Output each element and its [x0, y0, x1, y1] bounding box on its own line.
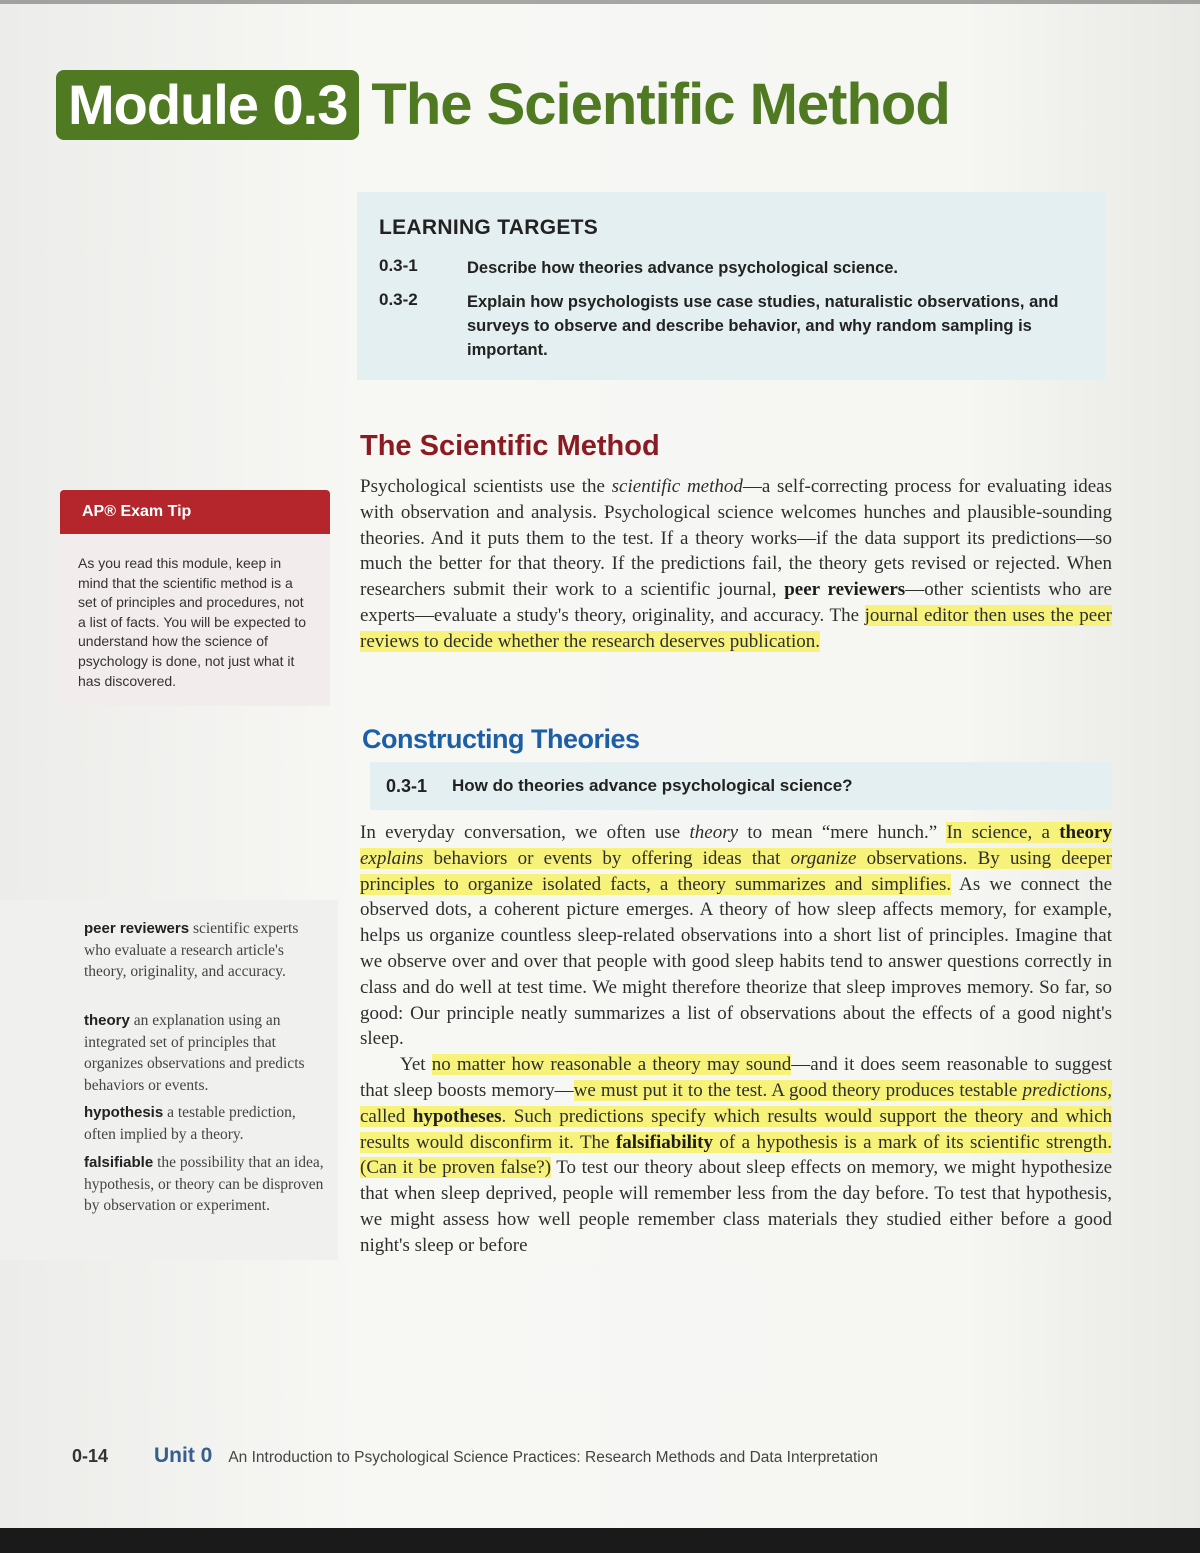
exam-tip-body: As you read this module, keep in mind that the scientific method is a set of principles and procedures, not a list of facts. You will be expected to understand how the science of psychology is done, not just what it has discovered. [78, 555, 307, 689]
focus-question-bar [370, 762, 1112, 810]
emphasis-term: predictions, [1022, 1079, 1112, 1101]
learning-target-item [379, 290, 1087, 362]
ap-exam-tip [60, 490, 330, 706]
text-run: As we connect the observed dots, a coherent picture emerges. A theory of how sleep affects memory, for example, helps us organize countless sleep-related observations into a short list of principles. Imagine that we observe over and over that people with good sleep habits tend to answer questions correctly in class and do well at test time. We might therefore theorize that sleep improves memory. So far, so good: Our principle neatly summarizes a list of observations about the effects of a good night's sleep. [360, 873, 1113, 1050]
text-run: behaviors or events by offering ideas that [423, 847, 791, 869]
exam-tip-heading: AP® Exam Tip [60, 490, 330, 534]
key-term-hypotheses: hypotheses [412, 1105, 502, 1127]
highlighted-text: journal editor then uses the peer reviews to decide whether the research deserves publication. [360, 604, 1112, 652]
glossary-entry [84, 1010, 324, 1096]
text-run: . Such predictions specify which results would support the theory and which results would disconfirm it. The [360, 1105, 1112, 1153]
glossary-term: falsifiable [84, 1154, 154, 1171]
page-number: 0-14 [72, 1446, 109, 1466]
text-run: observations. By using deeper principles to organize isolated facts, a theory summarizes and simplifies. [360, 847, 1112, 895]
module-title: The Scientific Method [371, 72, 950, 137]
learning-targets-heading: LEARNING TARGETS [379, 216, 599, 239]
glossary-definition: the possibility that an idea, hypothesis, or theory can be disproven by observation or experiment. [84, 1154, 324, 1214]
scan-bottom-edge [0, 1528, 1200, 1553]
module-header [56, 70, 950, 140]
glossary-entry [84, 1152, 324, 1217]
top-edge [0, 0, 1200, 4]
text-run: —and it does seem reasonable to suggest that sleep boosts memory— [360, 1054, 1113, 1101]
text-run: Yet [400, 1054, 432, 1076]
learning-target-number: 0.3-1 [379, 256, 418, 275]
focus-question-number: 0.3-1 [386, 776, 428, 796]
text-run: In science, a [946, 822, 1060, 843]
learning-target-item [379, 256, 1087, 280]
key-term-peer-reviewers: peer reviewers [784, 579, 906, 601]
emphasis-term: theory [689, 822, 739, 843]
glossary-entry [84, 918, 324, 983]
text-run: —other scientists who are experts—evaluate a study's theory, originality, and accuracy. The [360, 579, 1112, 626]
text-run: In everyday conversation, we often use [360, 822, 690, 843]
paragraph-scientific-method [360, 474, 1112, 655]
learning-target-text: Explain how psychologists use case studies, naturalistic observations, and surveys to observe and describe behavior, and why random sampling is important. [467, 293, 1059, 359]
focus-question-text: How do theories advance psychological science? [452, 776, 853, 795]
highlighted-text: no matter how reasonable a theory may sound [431, 1054, 792, 1076]
module-badge: Module 0.3 [56, 70, 359, 140]
learning-target-text: Describe how theories advance psychological science. [467, 259, 899, 277]
text-run: we must put it to the test. A good theory produces testable [573, 1079, 1023, 1101]
paragraph-constructing-theories [360, 820, 1112, 1259]
key-term-theory: theory [1059, 822, 1112, 843]
glossary-definition: a testable prediction, often implied by a theory. [84, 1104, 296, 1143]
glossary-term: hypothesis [84, 1104, 164, 1121]
unit-label: Unit 0 [154, 1444, 213, 1467]
unit-title: An Introduction to Psychological Science Practices: Research Methods and Data Interpretation [228, 1449, 878, 1466]
text-run: —a self-correcting process for evaluating ideas with observation and analysis. Psychological science welcomes hunches and plausible-sounding theories. And it puts them to the test. If a theory works—if the data support its predictions—so much the better for that theory. If the predictions fail, the theory gets revised or rejected. When researchers submit their work to a scientific journal, [360, 476, 1112, 601]
text-run: To test our theory about sleep effects on memory, we might hypothesize that when sleep deprived, people will remember less from the day before. To test that hypothesis, we might assess how well people remember class materials they studied either before a good night's sleep or before [360, 1157, 1113, 1256]
learning-targets-box [357, 192, 1105, 380]
text-run: called [360, 1105, 413, 1127]
section-heading-constructing-theories: Constructing Theories [362, 724, 640, 754]
key-term-falsifiability: falsifiability [615, 1131, 714, 1153]
text-run: Psychological scientists use the [360, 476, 612, 497]
learning-target-number: 0.3-2 [379, 290, 418, 309]
emphasis-term: scientific method [611, 476, 743, 497]
text-run: of a hypothesis is a mark of its scientific strength. (Can it be proven false?) [360, 1131, 1112, 1179]
emphasis-term: explains [360, 847, 424, 869]
glossary-entry [84, 1102, 324, 1145]
glossary-definition: an explanation using an integrated set of principles that organizes observations and predicts behaviors or events. [84, 1012, 305, 1094]
margin-glossary [0, 900, 338, 1260]
page-footer [72, 1444, 878, 1468]
section-heading-scientific-method: The Scientific Method [360, 430, 660, 462]
emphasis-term: organize [790, 847, 857, 869]
glossary-definition: scientific experts who evaluate a research article's theory, originality, and accuracy. [84, 920, 299, 980]
text-run: to mean “mere hunch.” [738, 822, 947, 843]
glossary-term: theory [84, 1012, 130, 1029]
glossary-term: peer reviewers [84, 920, 190, 937]
